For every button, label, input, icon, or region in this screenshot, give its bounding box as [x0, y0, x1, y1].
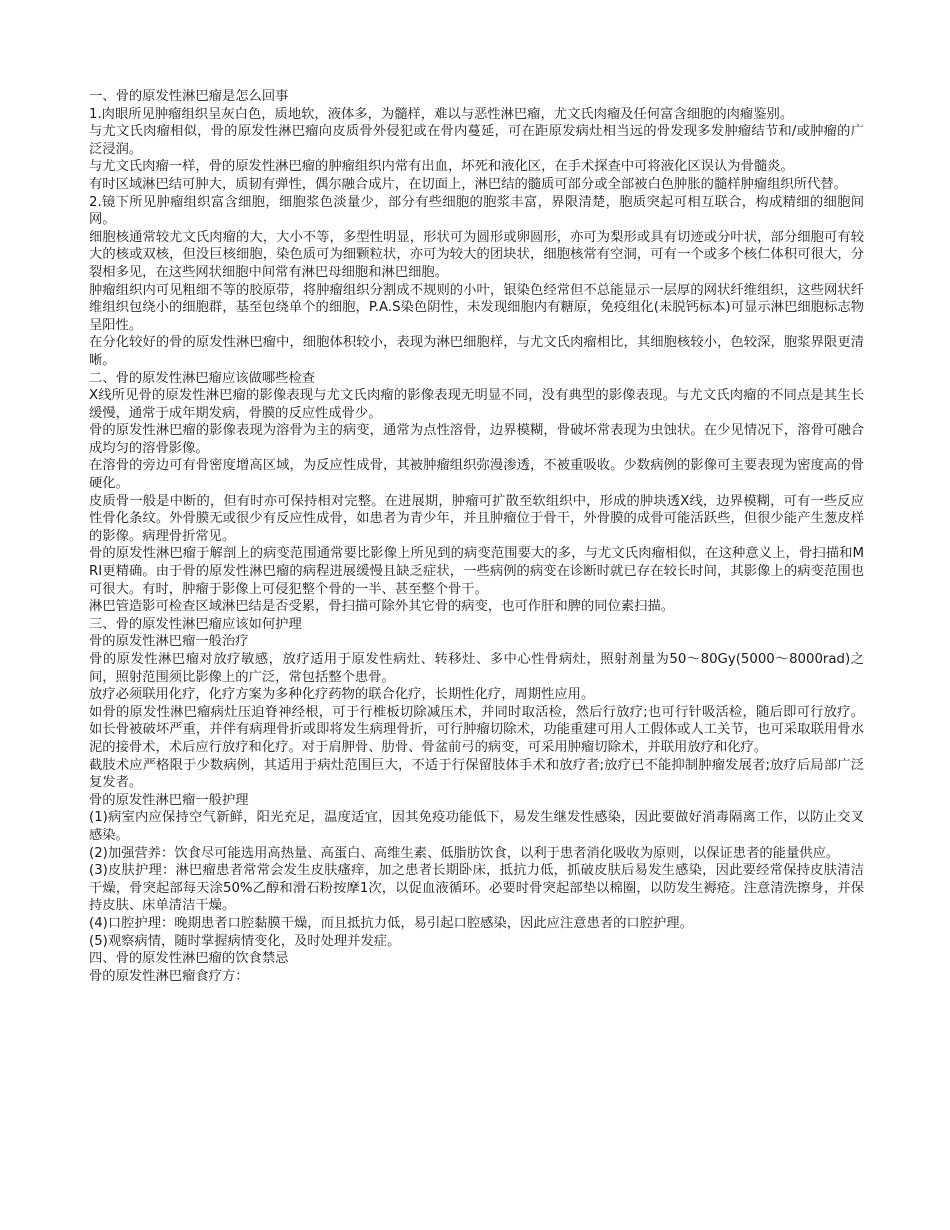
section-heading-1: 一、骨的原发性淋巴瘤是怎么回事: [89, 89, 289, 104]
paragraph: 1.肉眼所见肿瘤组织呈灰白色，质地软，液体多，为髓样，难以与恶性淋巴瘤，尤文氏肉瘤及任何富含细胞的肉瘤鉴别。: [89, 106, 794, 122]
paragraph: 2.镜下所见肿瘤组织富含细胞，细胞浆色淡量少，部分有些细胞的胞浆丰富，界限清楚，胞质突起可相互联合，构成精细的细胞间网。: [89, 194, 864, 228]
paragraph: 在溶骨的旁边可有骨密度增高区域，为反应性成骨，其被肿瘤组织弥漫渗透，不被重吸收。少数病例的影像可主要表现为密度高的骨硬化。: [89, 458, 864, 492]
list-item: (2)加强营养：饮食尽可能选用高热量、高蛋白、高维生素、低脂肪饮食，以利于患者消化吸收为原则，以保证患者的能量供应。: [89, 845, 840, 861]
paragraph: 肿瘤组织内可见粗细不等的胶原带，将肿瘤组织分割成不规则的小叶，银染色经常但不总能显示一层厚的网状纤维组织，这些网状纤维组织包绕小的细胞群，基至包绕单个的细胞，P.A.S染色阴性，未发现细胞内有糖原，免疫组化(未脱钙标本)可显示淋巴细胞标志物呈阳性。: [89, 282, 864, 333]
paragraph: 骨的原发性淋巴瘤食疗方：: [89, 968, 249, 984]
list-item: (4)口腔护理：晚期患者口腔黏膜干燥，而且抵抗力低，易引起口腔感染，因此应注意患者的口腔护理。: [89, 915, 693, 931]
paragraph: 骨的原发性淋巴瘤的影像表现为溶骨为主的病变，通常为点性溶骨，边界模糊，骨破坏常表现为虫蚀状。在少见情况下，溶骨可融合成均匀的溶骨影像。: [89, 423, 864, 456]
paragraph: 如骨的原发性淋巴瘤病灶压迫脊神经根，可于行椎板切除减压术，并同时取活检，然后行放疗;也可行针吸活检，随后即可行放疗。如长骨被破坏严重，并伴有病理骨折或即将发生病理骨折，可行肿瘤切除术，功能重建可用人工假体或人工关节，也可采取联用骨水泥的接骨术，术后应行放疗和化疗。对于肩胛骨、肋骨、骨盆前弓的病变，可采用肿瘤切除术，并联用放疗和化疗。: [89, 704, 864, 755]
paragraph: 与尤文氏肉瘤相似，骨的原发性淋巴瘤向皮质骨外侵犯或在骨内蔓延，可在距原发病灶相当远的骨发现多发肿瘤结节和/或肿瘤的广泛浸润。: [89, 124, 864, 157]
section-heading-3: 三、骨的原发性淋巴瘤应该如何护理: [89, 616, 302, 632]
paragraph: 皮质骨一般是中断的，但有时亦可保持相对完整。在进展期，肿瘤可扩散至软组织中，形成的肿块透X线，边界模糊，可有一些反应性骨化条纹。外骨膜无或很少有反应性成骨，如患者为青少年，并且肿瘤位于骨干，外骨膜的成骨可能活跃些，但很少能产生葱皮样的影像。病理骨折常见。: [89, 493, 864, 544]
paragraph: 淋巴管造影可检查区域淋巴结是否受累，骨扫描可除外其它骨的病变，也可作肝和脾的同位素扫描。: [89, 599, 675, 615]
paragraph: 有时区域淋巴结可肿大，质韧有弹性，偶尔融合成片，在切面上，淋巴结的髓质可部分或全部被白色肿胀的髓样肿瘤组织所代替。: [89, 176, 847, 192]
paragraph: 骨的原发性淋巴瘤于解剖上的病变范围通常要比影像上所见到的病变范围要大的多，与尤文氏肉瘤相似，在这种意义上，骨扫描和MRI更精确。由于骨的原发性淋巴瘤的病程进展缓慢且缺乏症状，一些病例的病变在诊断时就已存在较长时间，其影像上的病变范围也可很大。有时，肿瘤于影像上可侵犯整个骨的一半、甚至整个骨干。: [89, 546, 864, 597]
section-heading-2: 二、骨的原发性淋巴瘤应该做哪些检查: [89, 370, 316, 386]
list-item: (1)病室内应保持空气新鲜，阳光充足，温度适宜，因其免疫功能低下，易发生继发性感染，因此要做好消毒隔离工作，以防止交叉感染。: [89, 810, 864, 843]
list-item: (5)观察病情，随时掌握病情变化，及时处理并发症。: [89, 933, 401, 949]
paragraph: 细胞核通常较尤文氏肉瘤的大，大小不等，多型性明显，形状可为圆形或卵圆形，亦可为梨形或具有切迹或分叶状，部分细胞可有较大的核或双核，但没巨核细胞，染色质可为细颗粒状，亦可为较大的团块状，细胞核常有空洞，可有一个或多个核仁体积可很大，分裂相多见，在这些网状细胞中间常有淋巴母细胞和淋巴细胞。: [89, 229, 864, 280]
subheading: 骨的原发性淋巴瘤一般治疗: [89, 634, 249, 650]
section-heading-4: 四、骨的原发性淋巴瘤的饮食禁忌: [89, 951, 289, 967]
paragraph: 截肢术应严格限于少数病例，其适用于病灶范围巨大，不适于行保留肢体手术和放疗者;放疗已不能抑制肿瘤发展者;放疗后局部广泛复发者。: [89, 757, 864, 791]
paragraph: 骨的原发性淋巴瘤对放疗敏感，放疗适用于原发性病灶、转移灶、多中心性骨病灶，照射剂量为50～80Gy(5000～8000rad)之间，照射范围须比影像上的广泛，常包括整个患骨。: [89, 652, 864, 685]
subheading: 骨的原发性淋巴瘤一般护理: [89, 792, 249, 808]
paragraph: 在分化较好的骨的原发性淋巴瘤中，细胞体积较小，表现为淋巴细胞样，与尤文氏肉瘤相比，其细胞核较小，色较深，胞浆界限更清晰。: [89, 335, 864, 368]
paragraph: X线所见骨的原发性淋巴瘤的影像表现与尤文氏肉瘤的影像表现无明显不同，没有典型的影像表现。与尤文氏肉瘤的不同点是其生长缓慢，通常于成年期发病，骨膜的反应性成骨少。: [89, 388, 864, 421]
paragraph: 与尤文氏肉瘤一样，骨的原发性淋巴瘤的肿瘤组织内常有出血，坏死和液化区，在手术探查中可将液化区误认为骨髓炎。: [89, 159, 794, 175]
document-body: [89, 88, 864, 985]
list-item: (3)皮肤护理：淋巴瘤患者常常会发生皮肤瘙痒，加之患者长期卧床，抵抗力低，抓破皮肤后易发生感染，因此要经常保持皮肤清洁干燥，骨突起部每天涂50%乙醇和滑石粉按摩1次，以促血液循环。必要时骨突起部垫以棉圈，以防发生褥疮。注意清洗擦身，并保持皮肤、床单清洁干燥。: [89, 863, 864, 914]
paragraph: 放疗必须联用化疗，化疗方案为多种化疗药物的联合化疗，长期性化疗，周期性应用。: [89, 687, 595, 703]
